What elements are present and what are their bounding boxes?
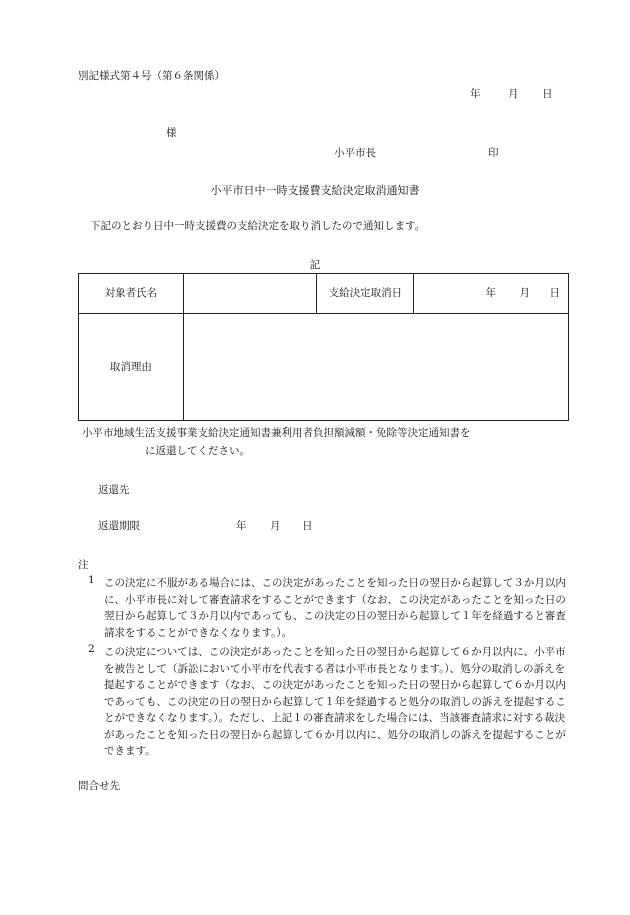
- inquiry-label: 問合せ先: [78, 780, 120, 792]
- document-title: 小平市日中一時支援費支給決定取消通知書: [210, 184, 420, 197]
- record-table: [78, 273, 569, 421]
- subject-name-label: 対象者氏名: [79, 274, 184, 314]
- note-number: 2: [88, 643, 95, 655]
- date-year-label: 年: [470, 88, 481, 100]
- table-row: [79, 314, 569, 421]
- deadline-month: 月: [270, 520, 281, 532]
- ki-heading: 記: [309, 259, 321, 271]
- note-number: 1: [88, 574, 95, 586]
- notes-heading: 注: [78, 559, 89, 571]
- return-notice-line2: に返還してください。: [145, 445, 250, 457]
- return-deadline: [98, 521, 313, 532]
- date-month-label: 月: [508, 88, 519, 100]
- issue-date: [470, 89, 553, 100]
- note-text: この決定に不服がある場合には、この決定があったことを知った日の翌日から起算して３か月以内に、小平市長に対して審査請求をすることができます（なお、この決定があったことを知った日の翌日から起算して３か月以内であっても、この決定の日の翌日から起算して１年を経過すると審査請求をすることができなくなります。）。: [104, 577, 566, 639]
- cancel-date-month: 月: [519, 287, 530, 300]
- table-row: [79, 274, 569, 314]
- seal-mark: 印: [488, 147, 499, 159]
- note-item: [88, 575, 568, 641]
- return-to-label: 返還先: [98, 484, 130, 496]
- intro-text: 下記のとおり日中一時支援費の支給決定を取り消したので通知します。: [90, 220, 426, 232]
- deadline-year: 年: [236, 520, 247, 532]
- cancel-date-year: 年: [485, 287, 496, 300]
- cancel-date-day: 日: [549, 287, 560, 300]
- form-number: 別記様式第４号（第６条関係）: [78, 70, 225, 82]
- issuer-name: 小平市長: [334, 147, 376, 159]
- subject-name-value[interactable]: [183, 274, 317, 314]
- addressee-suffix: 様: [166, 127, 177, 139]
- date-day-label: 日: [542, 88, 553, 100]
- return-notice-line1: 小平市地域生活支援事業支給決定通知書兼利用者負担額減額・免除等決定通知書を: [82, 427, 471, 439]
- cancel-date-value[interactable]: [414, 274, 569, 314]
- reason-label: 取消理由: [79, 314, 184, 421]
- note-text: この決定については、この決定があったことを知った日の翌日から起算して６か月以内に、小平市を被告として（訴訟において小平市を代表する者は小平市長となります。）、処分の取消しの訴えを提起することができます（なお、この決定があったことを知った日の翌日から起算して６か月以内であっても、この決定の日の翌日から起算して１年を経過すると処分の取消しの訴えを提起することができなくなります。）。ただし、上記１の審査請求をした場合には、当該審査請求に対する裁決があったことを知った日の翌日から起算して６か月以内に、処分の取消しの訴えを提起することができます。: [104, 646, 566, 757]
- deadline-label: 返還期限: [98, 520, 140, 532]
- cancel-date-label: 支給決定取消日: [317, 274, 414, 314]
- reason-value[interactable]: [183, 314, 568, 421]
- deadline-day: 日: [302, 520, 313, 532]
- note-item: [88, 644, 568, 760]
